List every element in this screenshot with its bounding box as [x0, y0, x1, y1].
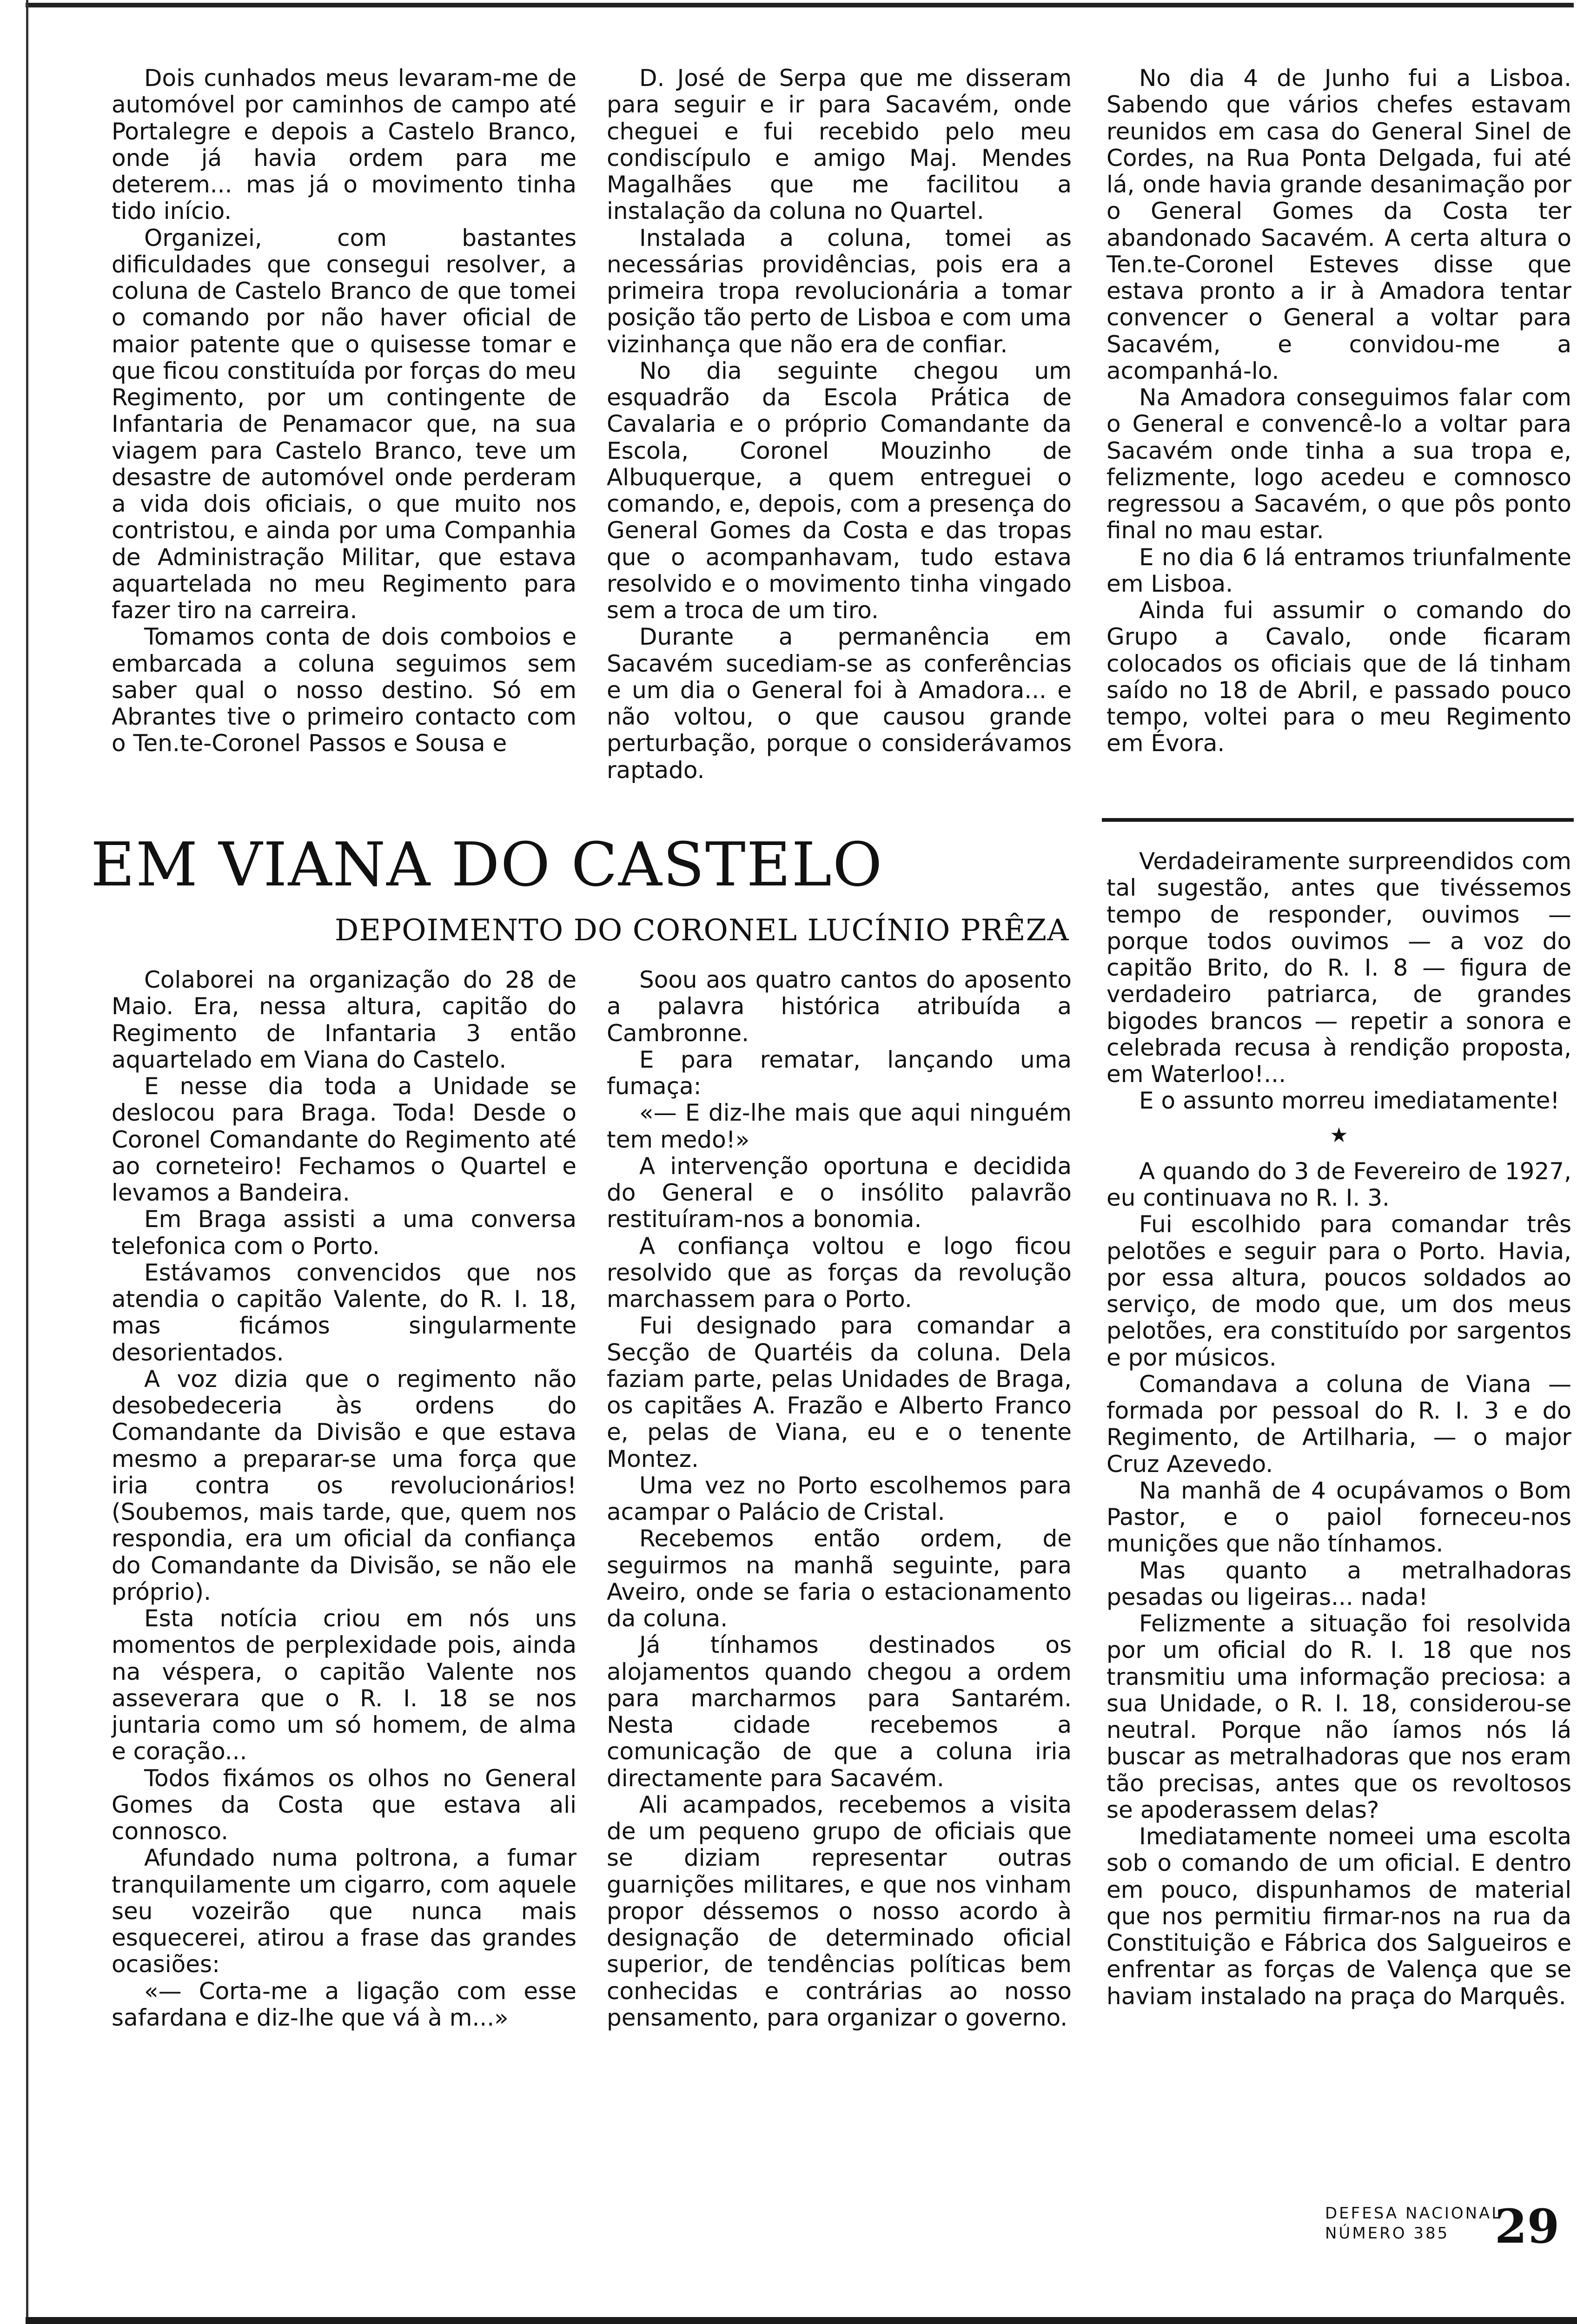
paragraph: Todos fixámos os olhos no General Gomes da Costa que estava ali connosco. [112, 1764, 576, 1845]
paragraph: Comandava a coluna de Viana — formada por pessoal do R. I. 3 e do Regimento, de Artilharia, — o major Cruz Azevedo. [1107, 1370, 1571, 1478]
issue-number: NÚMERO 385 [1325, 2224, 1450, 2243]
top-rule [26, 3, 1574, 7]
paragraph: Dois cunhados meus levaram-me de automóvel por caminhos de campo até Portalegre e depois a Castelo Branco, onde já havia ordem para me deterem... mas já o movimento tinha tido início. [112, 65, 576, 225]
paragraph: Colaborei na organização do 28 de Maio. Era, nessa altura, capitão do Regimento de Infantaria 3 então aquartelado em Viana do Castelo. [112, 966, 576, 1073]
bottom-column-2 [607, 967, 1072, 2031]
section-divider [1102, 818, 1574, 822]
paragraph: E no dia 6 lá entramos triunfalmente em Lisboa. [1107, 543, 1571, 597]
bottom-column-1 [112, 967, 576, 2031]
paragraph: Tomamos conta de dois comboios e embarcada a coluna seguimos sem saber qual o nosso destino. Só em Abrantes tive o primeiro contacto com o Ten.te-Coronel Passos e Sousa e [112, 623, 576, 757]
top-column-3 [1107, 65, 1571, 757]
paragraph: Imediatamente nomeei uma escolta sob o comando de um oficial. E dentro em pouco, dispunhamos de material que nos permitiu firmar-nos na rua da Constituição e Fábrica dos Salgueiros e enfrentar as forças de Valença que se haviam instalado na praça do Marquês. [1107, 1823, 1571, 2010]
paragraph: Ali acampados, recebemos a visita de um pequeno grupo de oficiais que se diziam representar outras guarnições militares, e que nos vinham propor déssemos o nosso acordo à designação de determinado oficial superior, de tendências políticas bem conhecidas e contrárias ao nosso pensamento, para organizar o governo. [607, 1791, 1072, 2031]
paragraph: Verdadeiramente surpreendidos com tal sugestão, antes que tivéssemos tempo de responder, ouvimos — porque todos ouvimos — a voz do capitão Brito, do R. I. 8 — figura de verdadeiro patriarca, de grandes bigodes brancos — repetir a sonora e celebrada recusa à rendição proposta, em Waterloo!... [1107, 848, 1571, 1088]
paragraph: Soou aos quatro cantos do aposento a palavra histórica atribuída a Cambronne. [607, 966, 1072, 1047]
top-column-2 [607, 65, 1072, 784]
paragraph: A intervenção oportuna e decidida do General e o insólito palavrão restituíram-nos a bonomia. [607, 1152, 1072, 1233]
paragraph: Ainda fui assumir o comando do Grupo a Cavalo, onde ficaram colocados os oficiais que de lá tinham saído no 18 de Abril, e passado pouco tempo, voltei para o meu Regimento em Évora. [1107, 597, 1571, 757]
paragraph: Fui escolhido para comandar três pelotões e seguir para o Porto. Havia, por essa altura, poucos soldados ao serviço, de modo que, um dos meus pelotões, era constituído por sargentos e por músicos. [1107, 1211, 1571, 1371]
paragraph: E para rematar, lançando uma fumaça: [607, 1046, 1072, 1100]
paragraph: Afundado numa poltrona, a fumar tranquilamente um cigarro, com aquele seu vozeirão que nunca mais esquecerei, atirou a frase das grandes ocasiões: [112, 1844, 576, 1978]
paragraph: No dia 4 de Junho fui a Lisboa. Sabendo que vários chefes estavam reunidos em casa do General Sinel de Cordes, na Rua Ponta Delgada, fui até lá, onde havia grande desanimação por o General Gomes da Costa ter abandonado Sacavém. A certa altura o Ten.te-Coronel Esteves disse que estava pronto a ir à Amadora tentar convencer o General a voltar para Sacavém, e convidou-me a acompanhá-lo. [1107, 65, 1571, 384]
headline-title: EM VIANA DO CASTELO [91, 829, 883, 900]
paragraph: A confiança voltou e logo ficou resolvido que as forças da revolução marchassem para o Porto. [607, 1232, 1072, 1313]
paragraph: E o assunto morreu imediatamente! [1139, 1087, 1560, 1115]
paragraph: Fui designado para comandar a Secção de Quartéis da coluna. Dela faziam parte, pelas Unidades de Braga, os capitães A. Frazão e Alberto Franco e, pelas de Viana, eu e o tenente Montez. [607, 1312, 1072, 1472]
paragraph: Mas quanto a metralhadoras pesadas ou ligeiras... nada! [1107, 1557, 1571, 1611]
page-number: 29 [1495, 2199, 1560, 2254]
paragraph: Felizmente a situação foi resolvida por um oficial do R. I. 18 que nos transmitiu uma informação preciosa: a sua Unidade, o R. I. 18, considerou-se neutral. Porque não íamos nós lá buscar as metralhadoras que nos eram tão precisas, antes que os revoltosos se apoderassem delas? [1107, 1610, 1571, 1823]
paragraph: D. José de Serpa que me disseram para seguir e ir para Sacavém, onde cheguei e fui recebido pelo meu condiscípulo e amigo Maj. Mendes Magalhães que me facilitou a instalação da coluna no Quartel. [607, 65, 1072, 225]
headline-subtitle: DEPOIMENTO DO CORONEL LUCÍNIO PRÊZA [335, 913, 1069, 948]
paragraph: E nesse dia toda a Unidade se deslocou para Braga. Toda! Desde o Coronel Comandante do Regimento até ao corneteiro! Fechamos o Quartel e levamos a Bandeira. [112, 1073, 576, 1206]
star-separator-icon: ★ [1330, 1123, 1348, 1147]
paragraph: Em Braga assisti a uma conversa telefonica com o Porto. [112, 1206, 576, 1260]
paragraph: «— E diz-lhe mais que aqui ninguém tem medo!» [607, 1099, 1072, 1153]
paragraph: «— Corta-me a ligação com esse safardana e diz-lhe que vá à m...» [112, 1977, 576, 2031]
paragraph: No dia seguinte chegou um esquadrão da Escola Prática de Cavalaria e o próprio Comandante da Escola, Coronel Mouzinho de Albuquerque, a quem entreguei o comando, e, depois, com a presença do General Gomes da Costa e das tropas que o acompanhavam, tudo estava resolvido e o movimento tinha vingado sem a troca de um tiro. [607, 357, 1072, 624]
bottom-rule [26, 2317, 1577, 2324]
publication-name: DEFESA NACIONAL [1325, 2204, 1503, 2223]
top-column-1 [112, 65, 576, 757]
paragraph: Esta notícia criou em nós uns momentos de perplexidade pois, ainda na véspera, o capitão Valente nos asseverara que o R. I. 18 se nos juntaria como um só homem, de alma e coração... [112, 1605, 576, 1765]
paragraph: Uma vez no Porto escolhemos para acampar o Palácio de Cristal. [607, 1472, 1072, 1525]
paragraph: Organizei, com bastantes dificuldades que consegui resolver, a coluna de Castelo Branco de que tomei o comando por não haver oficial de maior patente que o quisesse tomar e que ficou constituída por forças do meu Regimento, por um contingente de Infantaria de Penamacor que, na sua viagem para Castelo Branco, teve um desastre de automóvel onde perderam a vida dois oficiais, o que muito nos contristou, e ainda por uma Companhia de Administração Militar, que estava aquartelada no meu Regimento para fazer tiro na carreira. [112, 224, 576, 624]
paragraph: A voz dizia que o regimento não desobedeceria às ordens do Comandante da Divisão e que estava mesmo a preparar-se uma força que iria contra os revolucionários! (Soubemos, mais tarde, que, quem nos respondia, era um oficial da confiança do Comandante da Divisão, se não ele próprio). [112, 1365, 576, 1605]
paragraph: Na Amadora conseguimos falar com o General e convencê-lo a voltar para Sacavém onde tinha a sua tropa e, felizmente, logo acedeu e comnosco regressou a Sacavém, o que pôs ponto final no mau estar. [1107, 384, 1571, 544]
paragraph: Na manhã de 4 ocupávamos o Bom Pastor, e o paiol forneceu-nos munições que não tínhamos. [1107, 1477, 1571, 1558]
paragraph: Recebemos então ordem, de seguirmos na manhã seguinte, para Aveiro, onde se faria o estacionamento da coluna. [607, 1525, 1072, 1632]
bottom-column-3 [1107, 848, 1571, 2010]
paragraph: Estávamos convencidos que nos atendia o capitão Valente, do R. I. 18, mas ficámos singularmente desorientados. [112, 1259, 576, 1366]
paragraph: Instalada a coluna, tomei as necessárias providências, pois era a primeira tropa revolucionária a tomar posição tão perto de Lisboa e com uma vizinhança que não era de confiar. [607, 224, 1072, 358]
paragraph: A quando do 3 de Fevereiro de 1927, eu continuava no R. I. 3. [1107, 1157, 1571, 1212]
left-margin-rule [26, 0, 28, 2324]
paragraph: Durante a permanência em Sacavém sucediam-se as conferências e um dia o General foi à Amadora... e não voltou, o que causou grande perturbação, porque o considerávamos raptado. [607, 623, 1072, 784]
paragraph: Já tínhamos destinados os alojamentos quando chegou a ordem para marcharmos para Santarém. Nesta cidade recebemos a comunicação de que a coluna iria directamente para Sacavém. [607, 1631, 1072, 1792]
